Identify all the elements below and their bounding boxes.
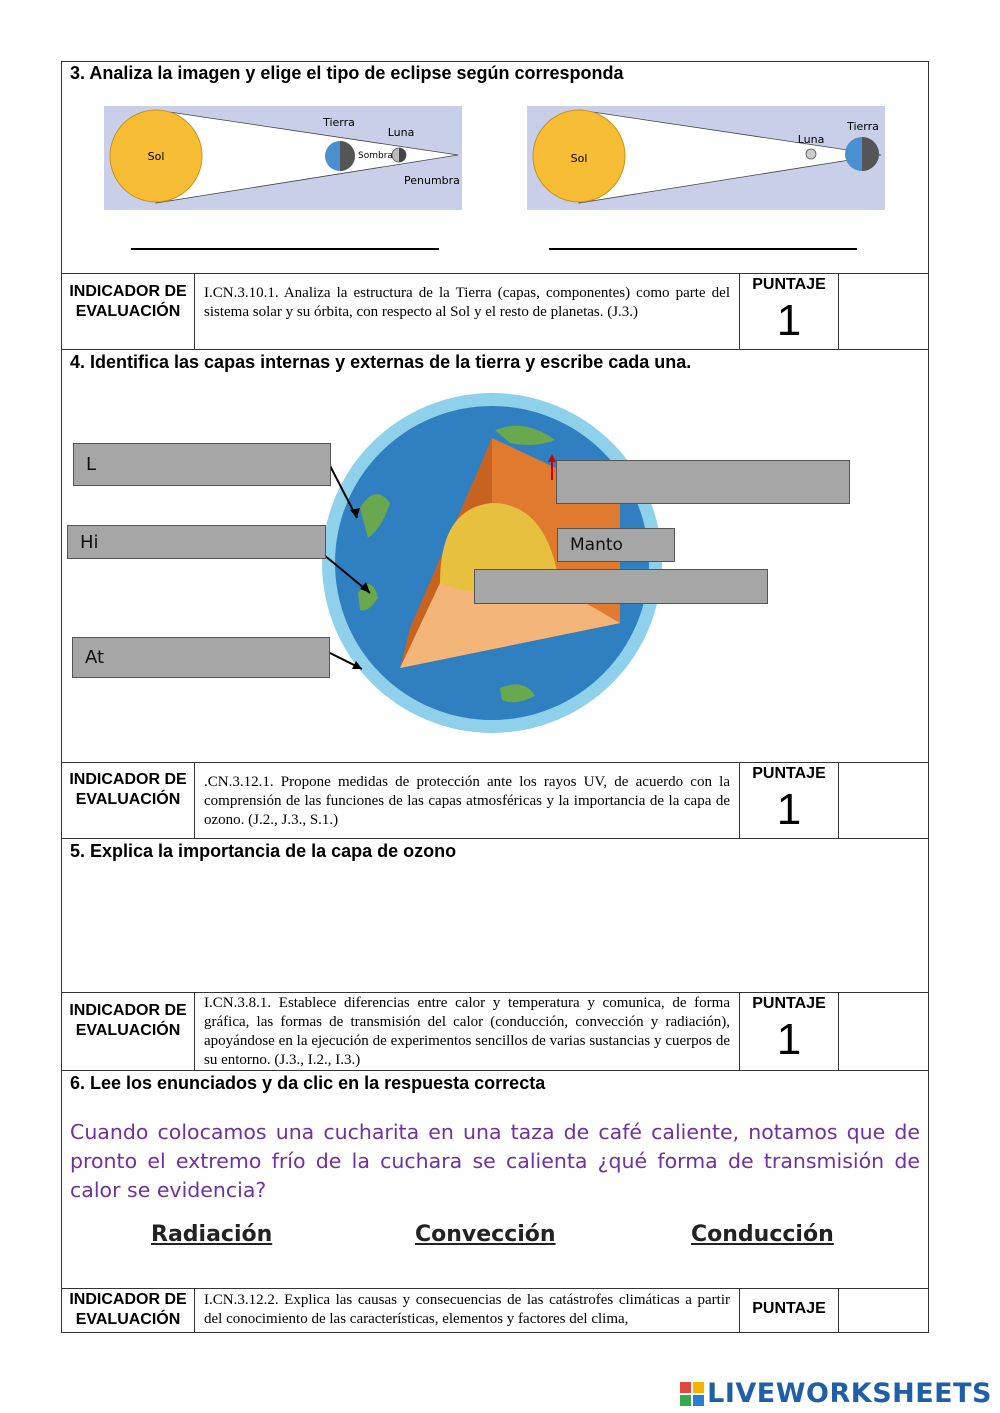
logo-icon [680, 1382, 704, 1406]
divider [194, 992, 195, 1070]
option-conduccion[interactable]: Conducción [691, 1222, 834, 1247]
divider [61, 1070, 929, 1071]
score-label: PUNTAJE [752, 765, 826, 782]
q3-title: 3. Analiza la imagen y elige el tipo de eclipse según corresponda [70, 63, 624, 83]
core-input[interactable] [474, 569, 768, 604]
option-radiacion[interactable]: Radiación [151, 1222, 273, 1247]
divider [838, 762, 839, 838]
divider [61, 762, 929, 763]
indicator-label: INDICADOR DE EVALUACIÓN [69, 283, 187, 320]
score-value: 1 [776, 785, 802, 834]
crust-input[interactable] [556, 460, 850, 504]
divider [838, 1288, 839, 1333]
divider [61, 349, 929, 350]
q6-question: Cuando colocamos una cucharita en una taza de café caliente, notamos que de pronto el extremo frío de la cuchara se calienta ¿qué forma de transmisión de calor se evidencia? [70, 1120, 920, 1202]
atmosphere-input[interactable]: At [72, 637, 330, 678]
moon-label: Luna [797, 133, 825, 146]
divider [194, 762, 195, 838]
lithosphere-input[interactable]: L [73, 443, 331, 486]
solar-eclipse-diagram [104, 106, 462, 210]
ozone-answer-area[interactable] [70, 870, 920, 985]
indicator-label: INDICADOR DE EVALUACIÓN [69, 1291, 187, 1328]
earth-label: Tierra [323, 116, 355, 129]
umbra-label: Sombra [358, 151, 393, 161]
q6-title: 6. Lee los enunciados y da clic en la respuesta correcta [70, 1073, 546, 1093]
option-conveccion[interactable]: Convección [415, 1222, 556, 1247]
eclipse-answer-1-input[interactable] [131, 248, 439, 250]
earth-label: Tierra [847, 120, 879, 133]
indicator-text: I.CN.3.12.2. Explica las causas y consecuencias de las catástrofes climáticas a partir del conocimiento de las características, elementos y factores del clima, [204, 1292, 730, 1327]
sun-label: Sol [570, 152, 588, 165]
indicator-text: .CN.3.12.1. Propone medidas de protección ante los rayos UV, de acuerdo con la comprensión de las funciones de las capas atmosféricas y la importancia de la capa de ozono. (J.2., J.3., S.1.) [204, 774, 730, 828]
score-label: PUNTAJE [752, 276, 826, 293]
moon-label: Luna [387, 126, 415, 139]
divider [194, 1288, 195, 1333]
divider [61, 838, 929, 839]
divider [194, 273, 195, 349]
penumbra-label: Penumbra [404, 174, 460, 187]
divider [838, 992, 839, 1070]
indicator-text: I.CN.3.10.1. Analiza la estructura de la Tierra (capas, componentes) como parte del sistema solar y su órbita, con respecto al Sol y el resto de planetas. (J.3.) [204, 285, 730, 320]
score-label: PUNTAJE [752, 995, 826, 1012]
divider [61, 1288, 929, 1289]
sun-label: Sol [147, 150, 165, 163]
q4-title: 4. Identifica las capas internas y externas de la tierra y escribe cada una. [70, 352, 692, 372]
score-value: 1 [776, 1015, 802, 1064]
divider [838, 273, 839, 349]
score-value: 1 [776, 296, 802, 345]
liveworksheets-logo: LIVEWORKSHEETS [680, 1378, 992, 1409]
hydrosphere-input[interactable]: Hi [67, 525, 326, 559]
lunar-eclipse-diagram [527, 106, 885, 210]
divider [61, 992, 929, 993]
score-label: PUNTAJE [752, 1300, 826, 1317]
indicator-text: I.CN.3.8.1. Establece diferencias entre calor y temperatura y comunica, de forma gráfica, las formas de transmisión del calor (conducción, convección y radiación), apoyándose en la ejecución de experimentos sencillos de varias sustancias y cuerpos de su entorno. (J.3., I.2., I.3.) [204, 995, 730, 1068]
divider [61, 273, 929, 274]
eclipse-answer-2-input[interactable] [549, 248, 857, 250]
indicator-label: INDICADOR DE EVALUACIÓN [69, 1002, 187, 1039]
mantle-input[interactable]: Manto [557, 528, 675, 562]
q5-title: 5. Explica la importancia de la capa de ozono [70, 841, 457, 861]
indicator-label: INDICADOR DE EVALUACIÓN [69, 771, 187, 808]
